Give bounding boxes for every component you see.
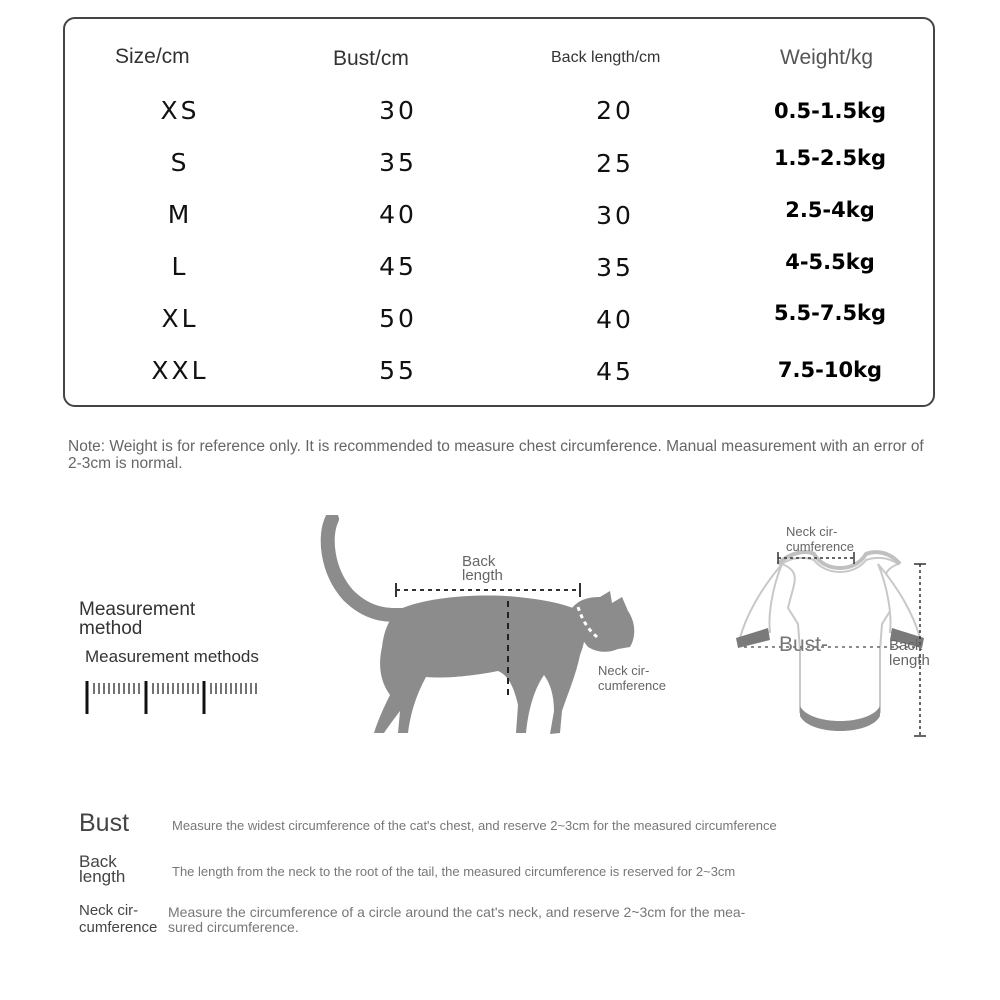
definition-term-back-length xyxy=(79,854,125,884)
term-line1: Back xyxy=(79,852,117,871)
cell-size: XL xyxy=(161,304,199,333)
cat-back-label-line2: length xyxy=(462,567,503,584)
cell-size: S xyxy=(170,148,190,177)
cell-weight: 4-5.5kg xyxy=(785,250,875,274)
term-line1: Bust xyxy=(79,809,130,837)
cat-back-label-line1: Back xyxy=(462,553,496,570)
shirt-back-label-line2: length xyxy=(889,652,930,669)
method-title-line1: Measurement xyxy=(79,599,196,620)
cell-size: L xyxy=(171,252,189,281)
header-back-length: Back length/cm xyxy=(551,49,661,66)
shirt-neck-label-line2: cumference xyxy=(786,539,854,554)
cell-size: M xyxy=(167,200,193,229)
cell-back: 45 xyxy=(596,357,634,386)
cell-weight: 2.5-4kg xyxy=(785,198,875,222)
cell-back: 30 xyxy=(596,201,634,230)
measurement-methods-subtitle: Measurement methods xyxy=(85,647,259,666)
header-size: Size/cm xyxy=(115,45,190,68)
text-line1: The length from the neck to the root of the tail, the measured circumference is reserved for 2~3cm xyxy=(172,864,736,879)
term-line2: cumference xyxy=(79,919,158,936)
cell-bust: 55 xyxy=(379,356,417,385)
reference-note: Note: Weight is for reference only. It is recommended to measure chest circumference. Manual measurement with an error of 2-3cm is normal. xyxy=(68,438,924,472)
cell-bust: 50 xyxy=(379,304,417,333)
definition-text-neck xyxy=(168,905,745,935)
shirt-neck-label xyxy=(786,524,854,554)
cat-neck-label xyxy=(598,663,666,693)
text-line1: Measure the circumference of a circle around the cat's neck, and reserve 2~3cm for the mea- xyxy=(168,904,746,920)
cell-bust: 30 xyxy=(379,96,417,125)
header-bust: Bust/cm xyxy=(333,47,409,70)
cell-back: 25 xyxy=(596,149,634,178)
definition-term-bust xyxy=(79,809,129,838)
cell-size: XS xyxy=(160,96,200,125)
cell-back: 35 xyxy=(596,253,634,282)
cell-bust: 40 xyxy=(379,200,417,229)
cat-neck-label-line1: Neck cir- xyxy=(598,663,650,678)
term-line1: Neck cir- xyxy=(79,902,139,919)
shirt-back-label-line1: Back xyxy=(889,637,923,654)
shirt-neck-label-line1: Neck cir- xyxy=(786,524,838,539)
definition-term-neck xyxy=(79,902,157,936)
cell-bust: 45 xyxy=(379,252,417,281)
cell-size: XXL xyxy=(151,356,209,385)
definition-text-back-length xyxy=(172,864,735,879)
shirt-back-length-label xyxy=(889,638,930,668)
header-weight: Weight/kg xyxy=(780,46,873,69)
cell-weight: 7.5-10kg xyxy=(777,358,883,382)
ruler-icon xyxy=(84,680,260,716)
measurement-method-title xyxy=(79,600,195,638)
cell-back: 40 xyxy=(596,305,634,334)
cat-neck-label-line2: cumference xyxy=(598,678,666,693)
shirt-bust-label: Bust- xyxy=(779,633,829,656)
text-line1: Measure the widest circumference of the cat's chest, and reserve 2~3cm for the measured circumference xyxy=(172,818,777,833)
term-line2: length xyxy=(79,867,126,886)
cat-bust-label: Bust xyxy=(463,693,506,716)
size-table xyxy=(63,17,935,407)
cell-weight: 0.5-1.5kg xyxy=(773,99,887,123)
cat-back-length-label xyxy=(462,555,503,583)
cell-weight: 5.5-7.5kg xyxy=(773,301,887,325)
cell-back: 20 xyxy=(596,96,634,125)
cell-bust: 35 xyxy=(379,148,417,177)
text-line2: sured circumference. xyxy=(168,919,299,935)
cell-weight: 1.5-2.5kg xyxy=(773,146,887,170)
method-title-line2: method xyxy=(79,618,143,639)
definition-text-bust xyxy=(172,818,777,833)
